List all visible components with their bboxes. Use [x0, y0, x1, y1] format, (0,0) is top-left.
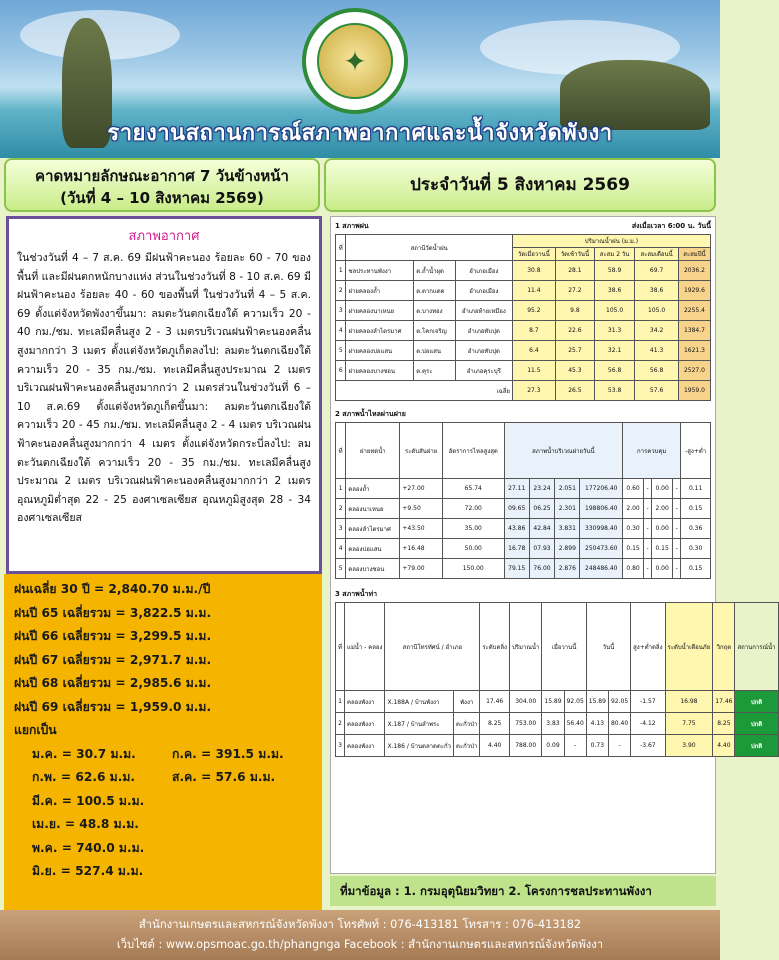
- table-cell: 177206.40: [580, 479, 623, 499]
- table-cell: 32.1: [594, 341, 634, 361]
- th: วิกฤต: [713, 603, 735, 691]
- table-cell: 198806.40: [580, 499, 623, 519]
- table-cell: 15.89: [542, 691, 564, 713]
- table-cell: 31.3: [594, 321, 634, 341]
- th: ปริมาณน้ำฝน (ม.ม.): [512, 235, 710, 248]
- th: ฝายทดน้ำ: [346, 423, 400, 479]
- table-cell: คลองพังงา: [344, 735, 385, 757]
- table-cell: +16.48: [400, 539, 443, 559]
- table2-title: 2 สภาพน้ำไหลผ่านฝาย: [335, 410, 406, 418]
- table-cell: 6: [336, 361, 346, 381]
- table-cell: ตะกั่วป่า: [454, 713, 480, 735]
- table-cell: 8.25: [480, 713, 510, 735]
- table-cell: 0.36: [681, 519, 711, 539]
- th: สถานีโทรทัศน์ / อำเภอ: [385, 603, 480, 691]
- seal-icon: ✦: [317, 23, 393, 99]
- table-row: [336, 281, 711, 301]
- table-row: [336, 691, 779, 713]
- table-cell: -4.12: [631, 713, 665, 735]
- table-cell: -: [673, 539, 681, 559]
- table-cell: 2036.2: [678, 261, 710, 281]
- th: วันนี้: [586, 603, 630, 691]
- avg-cell: 26.5: [555, 381, 594, 401]
- rainfall-summary: [4, 574, 322, 910]
- table-cell: 72.00: [442, 499, 504, 519]
- table-cell: 41.3: [635, 341, 679, 361]
- table-cell: X.187 / บ้านลำพระ: [385, 713, 454, 735]
- th: แม่น้ำ - คลอง: [344, 603, 385, 691]
- table-cell: ต.คุระ: [414, 361, 456, 381]
- table-cell: 2.00: [623, 499, 644, 519]
- table-cell: 38.6: [594, 281, 634, 301]
- th: สะสมเดือนนี้: [635, 248, 679, 261]
- table-row: [336, 261, 711, 281]
- table-cell: 27.2: [555, 281, 594, 301]
- table-cell: -: [673, 479, 681, 499]
- table-cell: 25.7: [555, 341, 594, 361]
- forecast-title: คาดหมายลักษณะอากาศ 7 วันข้างหน้า: [35, 167, 289, 185]
- month-value: พ.ค. = 740.0 ม.ม.: [32, 840, 145, 855]
- table-cell: -: [673, 519, 681, 539]
- table-cell: 0.15: [623, 539, 644, 559]
- table-cell: 92.05: [564, 691, 586, 713]
- table-cell: 43.86: [504, 519, 529, 539]
- table-cell: 4.40: [480, 735, 510, 757]
- table-cell: X.186 / บ้านตลาดตะกั่ว: [385, 735, 454, 757]
- table-cell: ฝายคลองถ้ำ: [346, 281, 414, 301]
- table-cell: 56.8: [635, 361, 679, 381]
- table-cell: 2527.0: [678, 361, 710, 381]
- avg-label: เฉลี่ย: [336, 381, 513, 401]
- table-cell: 1: [336, 479, 346, 499]
- th: ที่: [336, 423, 346, 479]
- month-value: ก.ค. = 391.5 ม.ม.: [172, 746, 284, 761]
- table-cell: 0.15: [652, 539, 673, 559]
- table-cell: ปกติ: [735, 735, 778, 757]
- table-cell: อำเภอคุระบุรี: [455, 361, 512, 381]
- table-cell: 4.40: [713, 735, 735, 757]
- table-row: [336, 539, 711, 559]
- page-title: รายงานสถานการณ์สภาพอากาศและน้ำจังหวัดพังงา: [107, 121, 613, 146]
- table3-title: 3 สภาพน้ำท่า: [335, 590, 377, 598]
- table-cell: 0.00: [652, 559, 673, 579]
- table-row: [336, 499, 711, 519]
- table-row: [336, 361, 711, 381]
- table-row: [336, 301, 711, 321]
- table-cell: 0.60: [623, 479, 644, 499]
- rainfall-table: [335, 234, 711, 401]
- table-cell: 11.4: [512, 281, 555, 301]
- table-cell: ต.โคกเจริญ: [414, 321, 456, 341]
- table-cell: 1: [336, 691, 345, 713]
- table-cell: 2: [336, 499, 346, 519]
- table-row: [336, 479, 711, 499]
- table-cell: 15.89: [586, 691, 608, 713]
- table-cell: 753.00: [509, 713, 541, 735]
- th: -สูง+ต่ำ: [681, 423, 711, 479]
- table-row: [336, 341, 711, 361]
- table-cell: 1384.7: [678, 321, 710, 341]
- table-cell: 2: [336, 713, 345, 735]
- table-cell: 38.6: [635, 281, 679, 301]
- table-cell: 3: [336, 519, 346, 539]
- table-cell: ชลประทานพังงา: [346, 261, 414, 281]
- th: ปริมาณน้ำ: [509, 603, 541, 691]
- table-cell: 2.00: [652, 499, 673, 519]
- footer-web[interactable]: เว็บไซต์ : www.opsmoac.go.th/phangnga Facebook : สำนักงานเกษตรและสหกรณ์จังหวัดพังงา: [116, 938, 604, 951]
- table-cell: +27.00: [400, 479, 443, 499]
- table-cell: -: [564, 735, 586, 757]
- table-cell: 2.876: [555, 559, 580, 579]
- table-cell: 1929.6: [678, 281, 710, 301]
- table-cell: 3: [336, 735, 345, 757]
- table-cell: ปกติ: [735, 713, 778, 735]
- table-cell: 0.00: [652, 479, 673, 499]
- table-cell: คลองถ้ำ: [346, 479, 400, 499]
- header-banner: [0, 0, 720, 158]
- table-cell: -1.57: [631, 691, 665, 713]
- table-cell: พังงา: [454, 691, 480, 713]
- table-cell: คลองพังงา: [344, 691, 385, 713]
- table-cell: 23.24: [529, 479, 554, 499]
- table-cell: -3.67: [631, 735, 665, 757]
- table-cell: 5: [336, 341, 346, 361]
- table-cell: ต.บ่อแสน: [414, 341, 456, 361]
- table-cell: 0.15: [681, 499, 711, 519]
- table-cell: 35.00: [442, 519, 504, 539]
- table-cell: ฝายคลองนาเหนย: [346, 301, 414, 321]
- table-cell: 2.899: [555, 539, 580, 559]
- table-cell: 2.051: [555, 479, 580, 499]
- table-cell: 76.00: [529, 559, 554, 579]
- table-cell: X.188A / บ้านพังงา: [385, 691, 454, 713]
- data-tables: [330, 216, 776, 874]
- table-cell: 0.30: [623, 519, 644, 539]
- table-cell: 9.8: [555, 301, 594, 321]
- ministry-logo: [302, 8, 408, 114]
- table-cell: 105.0: [594, 301, 634, 321]
- monthly-rain: [14, 743, 312, 884]
- table-cell: 7.75: [665, 713, 713, 735]
- weir-table: [335, 422, 711, 579]
- rain-line: ฝนปี 69 เฉลี่ยรวม = 1,959.0 ม.ม.: [14, 699, 212, 714]
- weather-heading: สภาพอากาศ: [128, 229, 200, 244]
- table-cell: ต.ตากแดด: [414, 281, 456, 301]
- forecast-box: [4, 158, 320, 212]
- weather-panel: [6, 216, 322, 574]
- table-cell: 1621.3: [678, 341, 710, 361]
- table-cell: 3.83: [542, 713, 564, 735]
- table-cell: 0.15: [681, 559, 711, 579]
- table-cell: 56.40: [564, 713, 586, 735]
- table-cell: +43.50: [400, 519, 443, 539]
- th: สภาพน้ำบริเวณฝายวันนี้: [504, 423, 623, 479]
- table-cell: 30.8: [512, 261, 555, 281]
- table-cell: 58.9: [594, 261, 634, 281]
- rain-line: ฝนปี 65 เฉลี่ยรวม = 3,822.5 ม.ม.: [14, 605, 212, 620]
- table-cell: ฝายคลองบ่อแสน: [346, 341, 414, 361]
- table-cell: 79.15: [504, 559, 529, 579]
- table-cell: 5: [336, 559, 346, 579]
- month-value: มิ.ย. = 527.4 ม.ม.: [32, 864, 144, 878]
- rain-line: ฝนปี 68 เฉลี่ยรวม = 2,985.6 ม.ม.: [14, 676, 212, 690]
- table-cell: 4: [336, 321, 346, 341]
- table-cell: 28.1: [555, 261, 594, 281]
- table-cell: 105.0: [635, 301, 679, 321]
- th: อัตราการไหลสูงสุด: [442, 423, 504, 479]
- table-cell: 2.301: [555, 499, 580, 519]
- table-cell: 42.84: [529, 519, 554, 539]
- table-cell: -: [644, 479, 652, 499]
- table-row: [336, 559, 711, 579]
- table-row: [336, 713, 779, 735]
- th: สูง+ต่ำตลิ่ง: [631, 603, 665, 691]
- table-cell: คลองพังงา: [344, 713, 385, 735]
- month-value: มี.ค. = 100.5 ม.ม.: [32, 793, 145, 808]
- table-cell: -: [673, 559, 681, 579]
- table-cell: -: [644, 539, 652, 559]
- table-cell: 56.8: [594, 361, 634, 381]
- table-cell: 304.00: [509, 691, 541, 713]
- table-row: [336, 735, 779, 757]
- th: ระดับน้ำเตือนภัย: [665, 603, 713, 691]
- table-cell: 0.09: [542, 735, 564, 757]
- table-cell: 0.00: [652, 519, 673, 539]
- table-cell: 92.05: [608, 691, 630, 713]
- table-cell: ตะกั่วป่า: [454, 735, 480, 757]
- table-cell: 3.831: [555, 519, 580, 539]
- table-cell: -: [673, 499, 681, 519]
- rain-line: แยกเป็น: [14, 723, 57, 737]
- th: ระดับสันฝาย: [400, 423, 443, 479]
- table-cell: 8.25: [713, 713, 735, 735]
- table-cell: อำเภอเมือง: [455, 281, 512, 301]
- table-cell: 330998.40: [580, 519, 623, 539]
- table-cell: 4.13: [586, 713, 608, 735]
- table-cell: 6.4: [512, 341, 555, 361]
- table-cell: ฝายคลองบางซอน: [346, 361, 414, 381]
- table-cell: 07.93: [529, 539, 554, 559]
- table-cell: 50.00: [442, 539, 504, 559]
- footer: [0, 910, 720, 960]
- table-cell: 3.90: [665, 735, 713, 757]
- th: ที่: [336, 235, 346, 261]
- table-cell: 06.25: [529, 499, 554, 519]
- th: เมื่อวานนี้: [542, 603, 586, 691]
- table-cell: 09.65: [504, 499, 529, 519]
- th: วัดเมื่อวานนี้: [512, 248, 555, 261]
- table-cell: ปกติ: [735, 691, 778, 713]
- table-cell: 11.5: [512, 361, 555, 381]
- th: สะสมปีนี้: [678, 248, 710, 261]
- table-cell: ฝายคลองลำไตรมาศ: [346, 321, 414, 341]
- table-cell: 16.98: [665, 691, 713, 713]
- avg-cell: 27.3: [512, 381, 555, 401]
- th: สถานการณ์น้ำ: [735, 603, 778, 691]
- th: ที่: [336, 603, 345, 691]
- table-cell: 34.2: [635, 321, 679, 341]
- table-row: [336, 519, 711, 539]
- table-cell: 27.11: [504, 479, 529, 499]
- table-cell: อำเภอทับปุด: [455, 321, 512, 341]
- month-value: เม.ย. = 48.8 ม.ม.: [32, 817, 139, 831]
- table-cell: +79.00: [400, 559, 443, 579]
- table-cell: คลองนาเหนย: [346, 499, 400, 519]
- month-value: ม.ค. = 30.7 ม.ม.: [32, 746, 136, 761]
- table-cell: 8.7: [512, 321, 555, 341]
- table-cell: 150.00: [442, 559, 504, 579]
- water-level-table: [335, 602, 779, 757]
- table-cell: 4: [336, 539, 346, 559]
- table-cell: 95.2: [512, 301, 555, 321]
- table-cell: -: [644, 559, 652, 579]
- table-cell: 69.7: [635, 261, 679, 281]
- table-cell: 248486.40: [580, 559, 623, 579]
- table-row: [336, 321, 711, 341]
- table-cell: 0.80: [623, 559, 644, 579]
- table-cell: คลองบ่อแสน: [346, 539, 400, 559]
- table-cell: คลองลำไตรมาศ: [346, 519, 400, 539]
- table-cell: 16.78: [504, 539, 529, 559]
- month-value: ก.พ. = 62.6 ม.ม.: [32, 770, 136, 784]
- table-cell: 788.00: [509, 735, 541, 757]
- table-cell: 17.46: [713, 691, 735, 713]
- th: การควบคุม: [623, 423, 681, 479]
- avg-cell: 57.6: [635, 381, 679, 401]
- rain-line: ฝนเฉลี่ย 30 ปี = 2,840.70 ม.ม./ปี: [14, 582, 211, 596]
- table-cell: 3: [336, 301, 346, 321]
- weather-text: ในช่วงวันที่ 4 – 7 ส.ค. 69 มีฝนฟ้าคะนอง ร้อยละ 60 - 70 ของพื้นที่ และมีฝนตกหนักบางแห่ง ส่วนในช่วงวันที่ 8 - 10 ส.ค. 69 มีฝนฟ้าคะนอง ร้อยละ 40 - 60 ของพื้นที่ ในช่วงวันที่ 4 – 5 ส.ค. 69 ตั้งแต่จังหวัดพังงาขึ้นมา: ลมตะวันตกเฉียงใต้ ความเร็ว 20 - 40 กม./ชม. ทะเลมีคลื่นสูง 2 - 3 เมตรบริเวณฝนฟ้าคะนองคลื่นสูงมากกว่า 3 เมตร ตั้งแต่จังหวัดภูเก็ตลงไป: ลมตะวันตกเฉียงใต้ ความเร็ว 20 - 35 กม./ชม. ทะเลมีคลื่นสูงประมาณ 2 เมตร บริเวณฝนฟ้าคะนองคลื่นสูงมากกว่า 2 เมตรส่วนในช่วงวันที่ 6 – 10 ส.ค.69 ตั้งแต่จังหวัดภูเก็ตขึ้นมา: ลมตะวันตกเฉียงใต้ความเร็ว 20 - 45 กม./ชม. ทะเลมีคลื่นสูง 2 - 4 เมตร บริเวณฝนฟ้าคะนองคลื่นสูงมากกว่า 4 เมตร ตั้งแต่จังหวัดกระบี่ลงไป: ลมตะวันตกเฉียงใต้ ความเร็ว 20 - 35 กม./ชม. ทะเลมีคลื่นสูงประมาณ 2 เมตร บริเวณฝนฟ้าคะนองคลื่นสูงมากกว่า 2 เมตรอุณหภูมิต่ำสุด 22 - 25 องศาเซลเซียส อุณหภูมิสูงสุด 28 - 34 องศาเซลเซียส: [17, 252, 311, 525]
- rain-line: ฝนปี 67 เฉลี่ยรวม = 2,971.7 ม.ม.: [14, 652, 212, 667]
- table-cell: 17.46: [480, 691, 510, 713]
- data-source: ที่มาข้อมูล : 1. กรมอุตุนิยมวิทยา 2. โครงการชลประทานพังงา: [330, 876, 716, 906]
- avg-cell: 1959.0: [678, 381, 710, 401]
- table-cell: 250473.60: [580, 539, 623, 559]
- th: สะสม 2 วัน: [594, 248, 634, 261]
- table-cell: 0.11: [681, 479, 711, 499]
- table-cell: ต.ถ้ำน้ำผุด: [414, 261, 456, 281]
- forecast-range: (วันที่ 4 – 10 สิงหาคม 2569): [60, 189, 264, 207]
- avg-cell: 53.8: [594, 381, 634, 401]
- th: วัดเช้าวันนี้: [555, 248, 594, 261]
- table-cell: 65.74: [442, 479, 504, 499]
- report-date: ประจำวันที่ 5 สิงหาคม 2569: [324, 158, 716, 212]
- table-cell: 1: [336, 261, 346, 281]
- table-cell: 80.40: [608, 713, 630, 735]
- table-cell: 0.73: [586, 735, 608, 757]
- table-cell: 22.6: [555, 321, 594, 341]
- table-cell: ต.บางทอง: [414, 301, 456, 321]
- table-cell: -: [644, 499, 652, 519]
- table-cell: อำเภอทับปุด: [455, 341, 512, 361]
- table-cell: 45.3: [555, 361, 594, 381]
- rain-line: ฝนปี 66 เฉลี่ยรวม = 3,299.5 ม.ม.: [14, 629, 212, 643]
- table-cell: อำเภอเมือง: [455, 261, 512, 281]
- table-cell: -: [608, 735, 630, 757]
- table1-title: 1 สภาพฝน: [335, 222, 369, 230]
- th: สถานีวัดน้ำฝน: [346, 235, 512, 261]
- table1-sent-time: ส่งเมื่อเวลา 6:00 น. วันนี้: [631, 222, 711, 230]
- footer-contact: สำนักงานเกษตรและสหกรณ์จังหวัดพังงา โทรศัพท์ : 076-413181 โทรสาร : 076-413182: [138, 918, 582, 931]
- th: ระดับตลิ่ง: [480, 603, 510, 691]
- table-cell: คลองบางซอน: [346, 559, 400, 579]
- table-cell: 2255.4: [678, 301, 710, 321]
- table-cell: 2: [336, 281, 346, 301]
- table-cell: 0.30: [681, 539, 711, 559]
- table-cell: อำเภอท้ายเหมือง: [455, 301, 512, 321]
- table-cell: +9.50: [400, 499, 443, 519]
- table-cell: -: [644, 519, 652, 539]
- month-value: ส.ค. = 57.6 ม.ม.: [172, 770, 276, 784]
